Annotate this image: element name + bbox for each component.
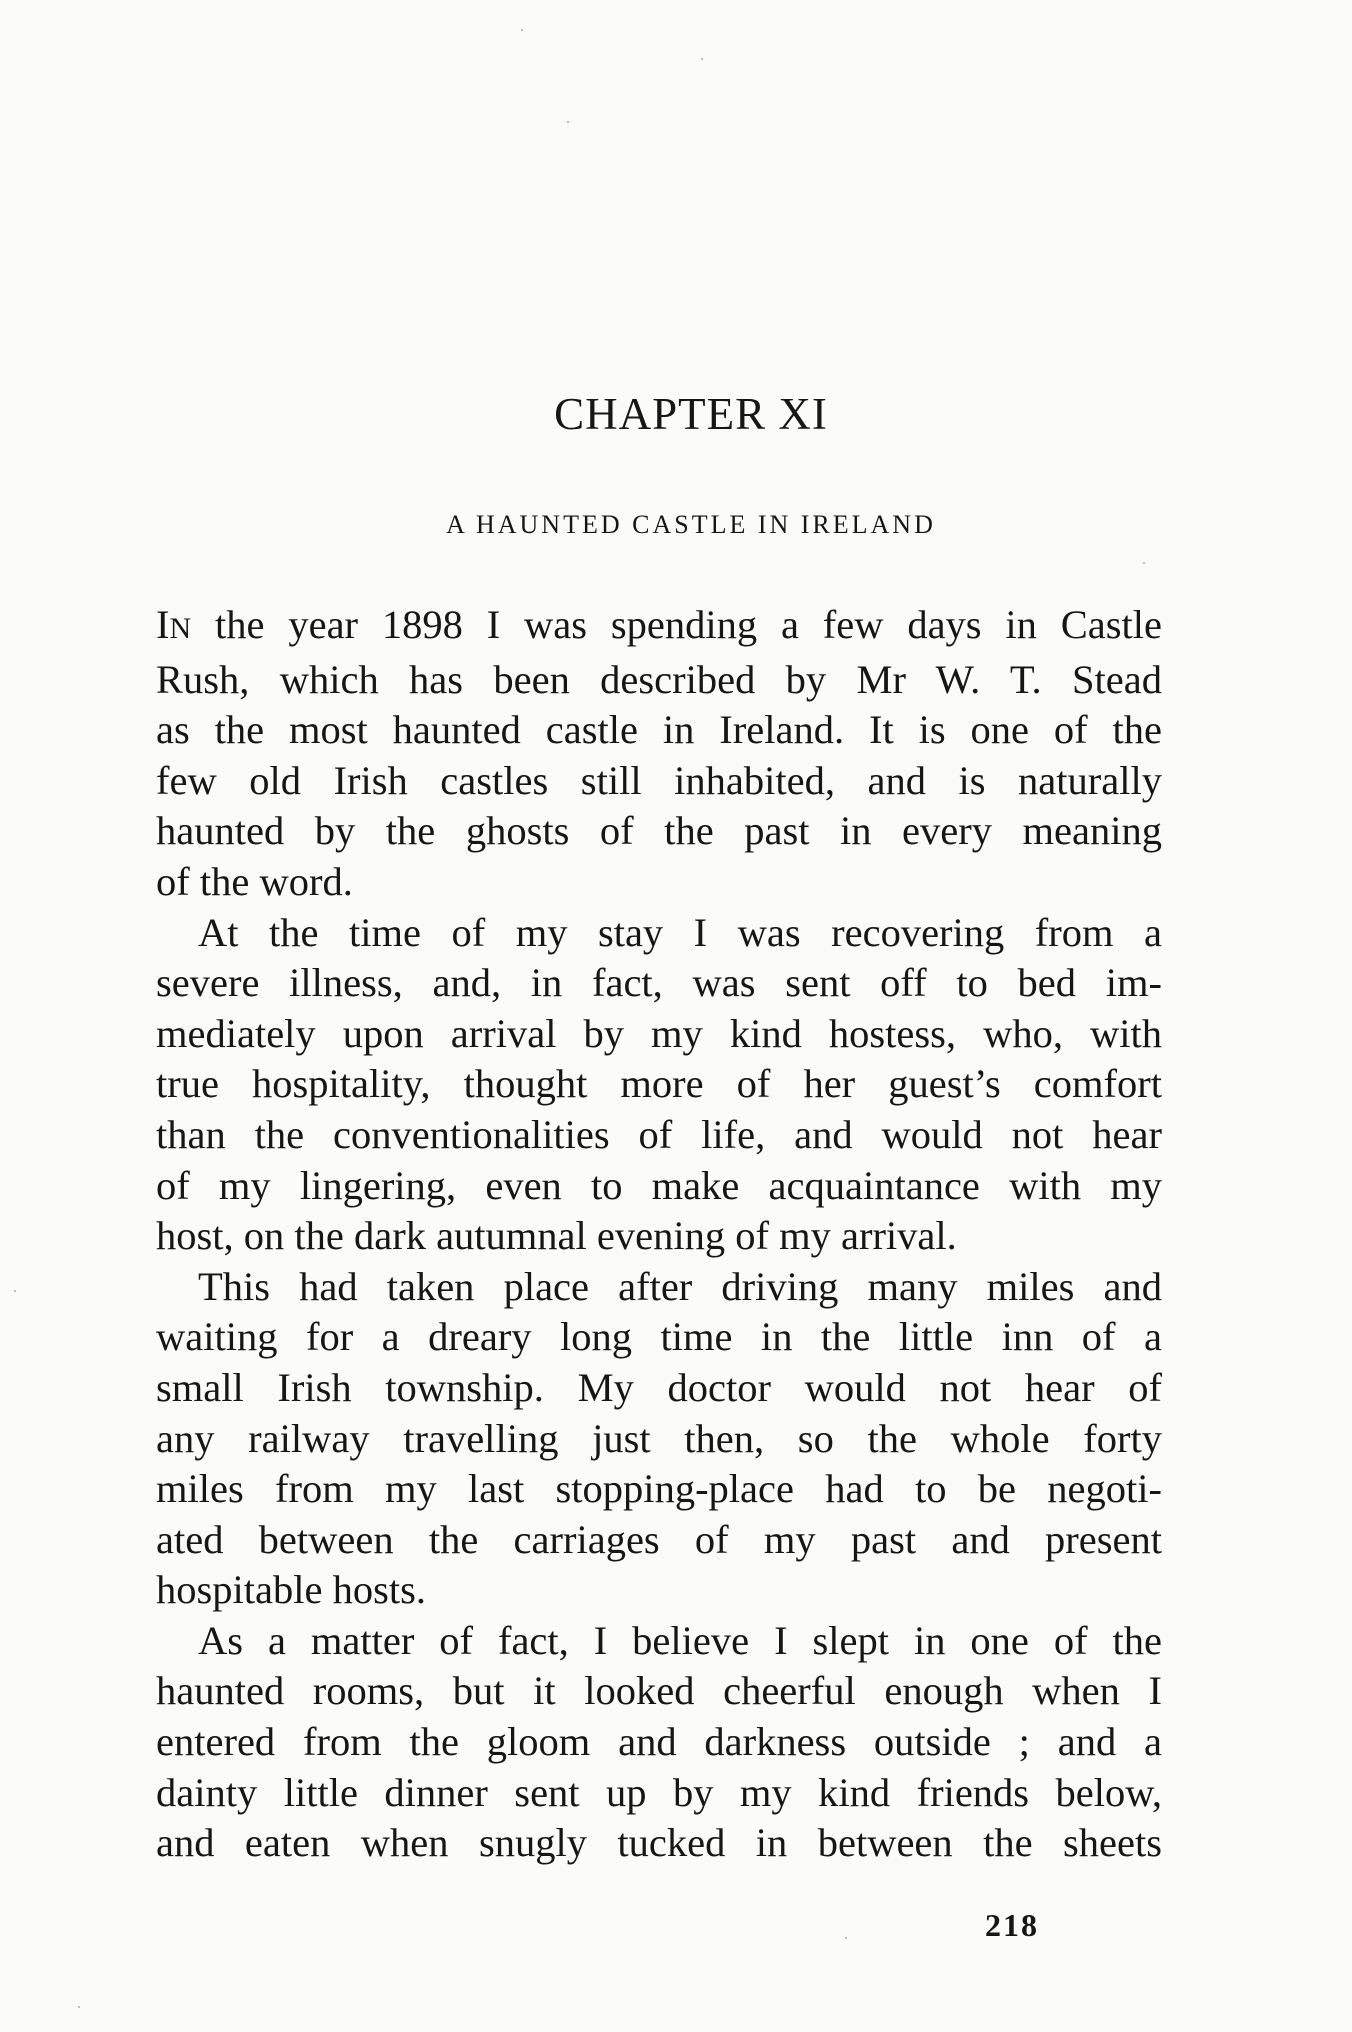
paper-speck <box>14 1290 16 1292</box>
drop-initial: I <box>156 602 170 647</box>
text-line: At the time of my stay I was recovering from a <box>198 909 1162 955</box>
first-line-text: the year 1898 I was spending a few days in Castle <box>191 602 1162 647</box>
text-line: entered from the gloom and darkness outside ; and a <box>156 1719 1162 1765</box>
paper-speck <box>78 2006 80 2008</box>
text-line: true hospitality, thought more of her guest’s comfort <box>156 1061 1162 1107</box>
text-line: ated between the carriages of my past and present <box>156 1516 1162 1562</box>
text-line: of the word. <box>156 858 353 904</box>
text-line: small Irish township. My doctor would not hear of <box>156 1364 1162 1410</box>
text-line: haunted by the ghosts of the past in every meaning <box>156 808 1162 854</box>
text-line: as the most haunted castle in Ireland. It is one of the <box>156 707 1162 753</box>
text-line: Rush, which has been described by Mr W. T. Stead <box>156 656 1162 702</box>
text-line: than the conventionalities of life, and would not hear <box>156 1111 1162 1157</box>
paper-speck <box>701 58 703 60</box>
text-line <box>156 600 1162 655</box>
text-line: As a matter of fact, I believe I slept in one of the <box>198 1617 1162 1663</box>
chapter-subtitle: A HAUNTED CASTLE IN IRELAND <box>446 510 936 539</box>
text-line: host, on the dark autumnal evening of my arrival. <box>156 1213 957 1259</box>
text-line: any railway travelling just then, so the whole forty <box>156 1415 1162 1461</box>
paper-speck <box>845 1937 847 1939</box>
paper-speck <box>521 29 523 31</box>
text-line: hospitable hosts. <box>156 1567 426 1613</box>
text-line: haunted rooms, but it looked cheerful enough when I <box>156 1668 1162 1714</box>
text-line: waiting for a dreary long time in the little inn of a <box>156 1314 1162 1360</box>
text-line: few old Irish castles still inhabited, and is naturally <box>156 757 1162 803</box>
paragraph-3 <box>156 1262 1162 1616</box>
text-line: miles from my last stopping-place had to be negoti- <box>156 1466 1162 1512</box>
text-line: dainty little dinner sent up by my kind friends below, <box>156 1769 1162 1815</box>
text-line: of my lingering, even to make acquaintance with my <box>156 1162 1162 1208</box>
text-line: mediately upon arrival by my kind hostess, who, with <box>156 1010 1162 1056</box>
paragraph-1 <box>156 600 1162 908</box>
page-number: 218 <box>985 1907 1039 1943</box>
paper-speck <box>567 121 569 123</box>
paragraph-2 <box>156 908 1162 1262</box>
chapter-title: CHAPTER XI <box>554 389 828 439</box>
paper-speck <box>1143 562 1145 564</box>
body-text <box>156 600 1162 1869</box>
paragraph-4 <box>156 1616 1162 1869</box>
text-line: severe illness, and, in fact, was sent off to bed im- <box>156 960 1162 1006</box>
small-cap-text: N <box>169 612 192 645</box>
text-line: This had taken place after driving many miles and <box>198 1263 1162 1309</box>
text-line: and eaten when snugly tucked in between the sheets <box>156 1820 1162 1866</box>
